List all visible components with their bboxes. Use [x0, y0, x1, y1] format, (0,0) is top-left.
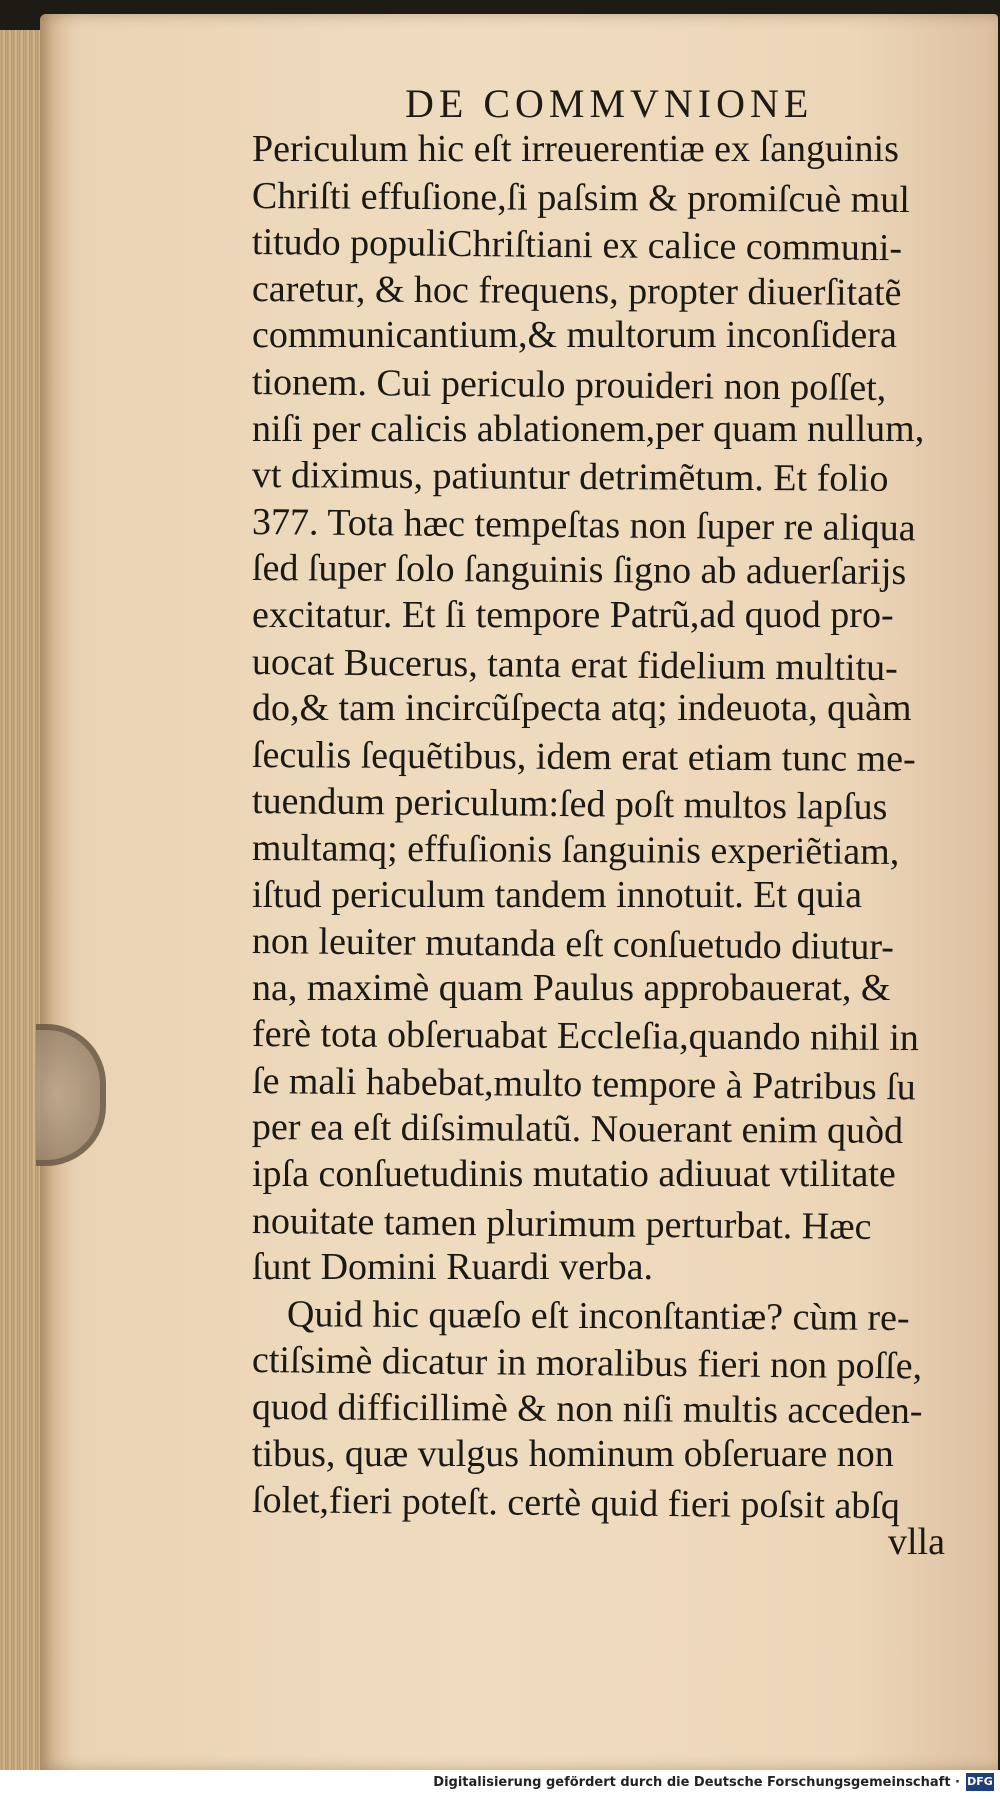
paragraph-first-line: Quid hic quæſo eſt inconſtantiæ? cùm re-: [286, 1293, 910, 1339]
footer-bar: [0, 1770, 1000, 1799]
text-line: ſeculis ſequẽtibus, idem erat etiam tunc me-: [251, 733, 916, 780]
text-line: uocat Bucerus, tanta erat fidelium multitu-: [251, 640, 898, 689]
text-line: ſed ſuper ſolo ſanguinis ſigno ab aduerſarijs: [251, 547, 907, 594]
text-line: na, maximè quam Paulus approbauerat, &: [252, 966, 891, 1009]
text-line: ſunt Domini Ruardi verba.: [252, 1246, 654, 1289]
text-line: non leuiter mutanda eſt conſuetudo diutur-: [251, 920, 895, 969]
text-line: ferè tota obſeruabat Eccleſia,quando nihil in: [251, 1013, 919, 1060]
text-body: [251, 126, 972, 1528]
text-line: ſe mali habebat,multo tempore à Patribus ſu: [251, 1059, 916, 1109]
text-line: tibus, quæ vulgus hominum obſeruare non: [252, 1432, 894, 1475]
text-line: iſtud periculum tandem innotuit. Et quia: [252, 873, 863, 916]
text-line: ſolet,fieri poteſt. certè quid fieri poſsit abſq: [251, 1479, 901, 1528]
text-line: quod difficillimè & non niſi multis acceden-: [251, 1386, 923, 1433]
text-line: communicantium,& multorum inconſidera: [252, 314, 897, 357]
running-head: DE COMMVNIONE: [405, 81, 814, 126]
text-line: niſi per calicis ablationem,per quam nullum,: [252, 407, 925, 450]
text-line: tuendum periculum:ſed poſt multos lapſus: [251, 780, 888, 829]
text-line: do,& tam incircũſpecta atq; indeuota, quàm: [252, 687, 912, 730]
text-line: ipſa conſuetudinis mutatio adiuuat vtilitate: [252, 1153, 896, 1196]
text-line: tionem. Cui periculo prouideri non poſſet,: [251, 360, 887, 410]
text-line: multamq; effuſionis ſanguinis experiẽtiam,: [251, 826, 900, 873]
catchword: vlla: [888, 1521, 945, 1563]
funding-credit: Digitalisierung gefördert durch die Deutsche Forschungsgemeinschaft ·: [433, 1775, 960, 1790]
book-clasp: [36, 1024, 106, 1166]
dfg-logo-icon: DFG: [966, 1773, 994, 1791]
text-line: nouitate tamen plurimum perturbat. Hæc: [251, 1199, 872, 1248]
text-line: ctiſsimè dicatur in moralibus fieri non poſſe,: [251, 1339, 923, 1388]
text-line: titudo populiChriſtiani ex calice communi-: [251, 221, 903, 270]
text-line: 377. Tota hæc tempeſtas non ſuper re aliqua: [251, 500, 916, 550]
text-line: caretur, & hoc frequens, propter diuerſitatẽ: [251, 267, 902, 314]
text-line: Periculum hic eſt irreuerentiæ ex ſanguinis: [252, 128, 899, 170]
text-line: per ea eſt diſsimulatũ. Nouerant enim quòd: [251, 1106, 904, 1153]
text-line: vt diximus, patiuntur detrimẽtum. Et folio: [251, 454, 889, 501]
text-line: Chriſti effuſione,ſi paſsim & promiſcuè mul: [251, 174, 910, 221]
text-line: excitatur. Et ſi tempore Patrũ,ad quod pro-: [252, 593, 894, 636]
